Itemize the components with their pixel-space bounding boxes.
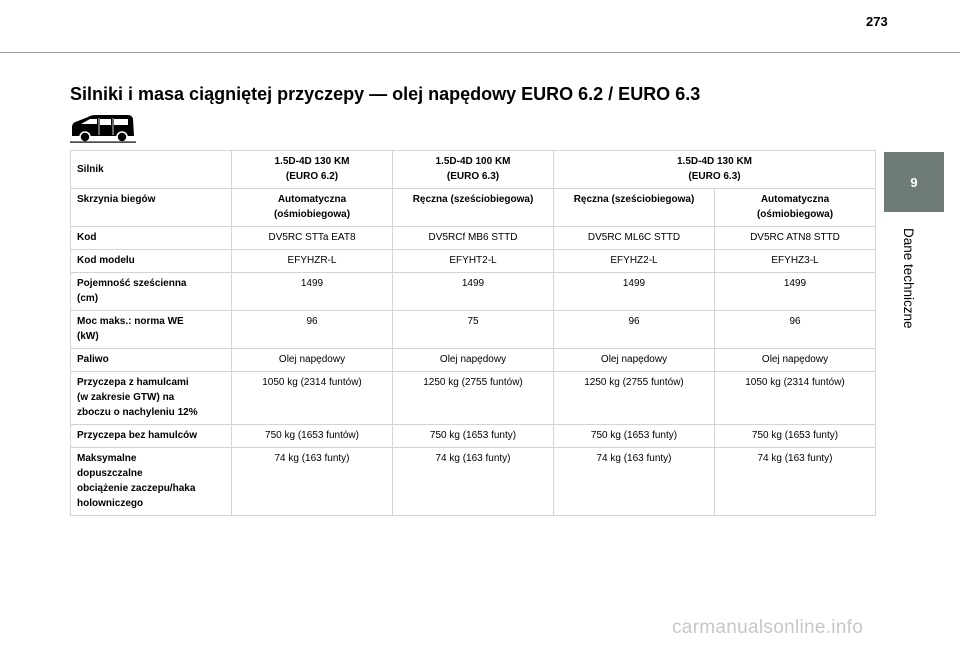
row-label: Przyczepa bez hamulców <box>71 425 232 448</box>
table-header-row <box>71 151 876 189</box>
table-cell: Ręczna (sześciobiegowa) <box>554 189 715 227</box>
table-row <box>71 273 876 311</box>
table-cell: Ręczna (sześciobiegowa) <box>393 189 554 227</box>
engine-spec-table <box>70 150 876 516</box>
table-cell: EFYHT2-L <box>393 250 554 273</box>
table-cell: Automatyczna (ośmiobiegowa) <box>232 189 393 227</box>
watermark: carmanualsonline.info <box>672 617 864 638</box>
table-cell: Olej napędowy <box>554 349 715 372</box>
table-cell: 74 kg (163 funty) <box>554 448 715 516</box>
section-tab: 9 <box>884 152 944 212</box>
table-cell: 1499 <box>393 273 554 311</box>
table-cell: EFYHZR-L <box>232 250 393 273</box>
table-cell: DV5RC ATN8 STTD <box>715 227 876 250</box>
table-cell: EFYHZ2-L <box>554 250 715 273</box>
table-cell: 1250 kg (2755 funtów) <box>554 372 715 425</box>
engine-header: 1.5D-4D 130 KM (EURO 6.3) <box>554 151 876 189</box>
table-cell: 96 <box>715 311 876 349</box>
section-label: Dane techniczne <box>901 228 916 329</box>
table-cell: Olej napędowy <box>715 349 876 372</box>
table-row <box>71 311 876 349</box>
row-label: Przyczepa z hamulcami (w zakresie GTW) na zboczu o nachyleniu 12% <box>71 372 232 425</box>
table-row <box>71 448 876 516</box>
table-row <box>71 372 876 425</box>
table-cell: DV5RCf MB6 STTD <box>393 227 554 250</box>
table-cell: 74 kg (163 funty) <box>715 448 876 516</box>
table-cell: 1050 kg (2314 funtów) <box>715 372 876 425</box>
table-row <box>71 189 876 227</box>
table-cell: 96 <box>232 311 393 349</box>
table-cell: EFYHZ3-L <box>715 250 876 273</box>
header-divider <box>0 52 960 53</box>
table-cell: 75 <box>393 311 554 349</box>
table-cell: 1499 <box>715 273 876 311</box>
row-label: Skrzynia biegów <box>71 189 232 227</box>
table-cell: 750 kg (1653 funty) <box>554 425 715 448</box>
table-row <box>71 349 876 372</box>
table-cell: Olej napędowy <box>393 349 554 372</box>
row-label: Kod modelu <box>71 250 232 273</box>
page-number: 273 <box>866 14 888 29</box>
engine-header: 1.5D-4D 130 KM (EURO 6.2) <box>232 151 393 189</box>
table-cell: 1499 <box>554 273 715 311</box>
row-label: Paliwo <box>71 349 232 372</box>
table-cell: 1250 kg (2755 funtów) <box>393 372 554 425</box>
row-label: Maksymalne dopuszczalne obciążenie zaczepu/haka holowniczego <box>71 448 232 516</box>
table-cell: 74 kg (163 funty) <box>232 448 393 516</box>
row-label: Silnik <box>71 151 232 189</box>
table-cell: 750 kg (1653 funty) <box>715 425 876 448</box>
table-cell: DV5RC STTa EAT8 <box>232 227 393 250</box>
table-cell: DV5RC ML6C STTD <box>554 227 715 250</box>
table-cell: 750 kg (1653 funtów) <box>232 425 393 448</box>
table-row <box>71 425 876 448</box>
table-row <box>71 227 876 250</box>
row-label: Moc maks.: norma WE (kW) <box>71 311 232 349</box>
table-cell: 1050 kg (2314 funtów) <box>232 372 393 425</box>
table-row <box>71 250 876 273</box>
van-icon <box>70 112 136 144</box>
row-label: Pojemność sześcienna (cm) <box>71 273 232 311</box>
table-cell: 74 kg (163 funty) <box>393 448 554 516</box>
page-title: Silniki i masa ciągniętej przyczepy — olej napędowy EURO 6.2 / EURO 6.3 <box>70 84 701 104</box>
table-cell: 750 kg (1653 funty) <box>393 425 554 448</box>
row-label: Kod <box>71 227 232 250</box>
table-cell: 1499 <box>232 273 393 311</box>
engine-header: 1.5D-4D 100 KM (EURO 6.3) <box>393 151 554 189</box>
table-cell: Olej napędowy <box>232 349 393 372</box>
table-cell: Automatyczna (ośmiobiegowa) <box>715 189 876 227</box>
table-cell: 96 <box>554 311 715 349</box>
